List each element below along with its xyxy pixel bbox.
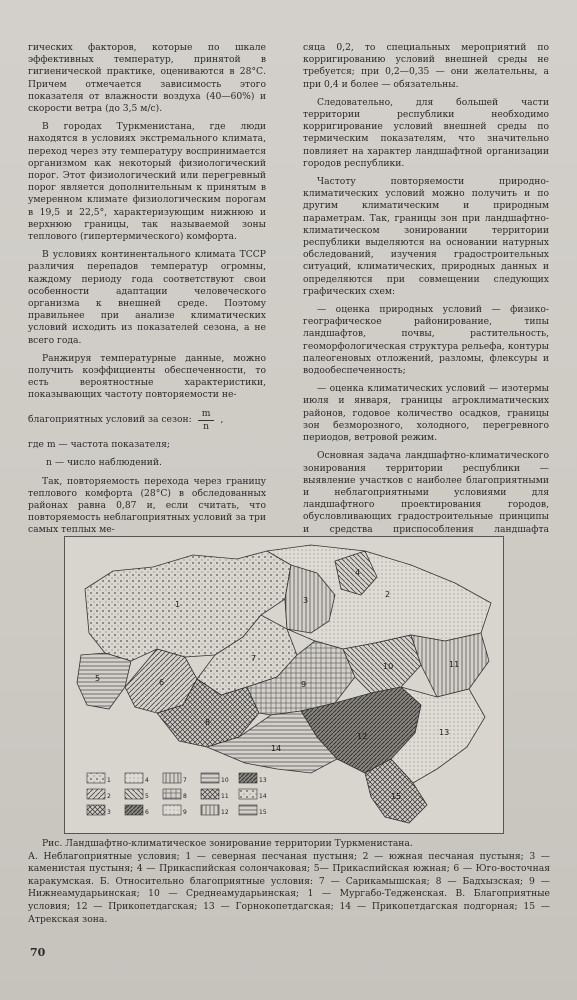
paragraph: В условиях континентального климата ТССР различия перепадов температур огромны, каждому периоду года соответствуют свои особенности адаптации человеческого организма к внешней среде. Поэтому правильнее при анализе климатических условий исходить из показателей сезона, а не всего года.	[28, 249, 266, 346]
legend-number: 5	[145, 793, 149, 800]
page-number: 70	[30, 946, 46, 959]
paragraph: В городах Туркменистана, где люди находятся в условиях экстремального климата, переход через эту температуру воспринимается организмом как некоторый физиологический порог. Этот физиологический или перегревный порог является дополнительным к принятым в умеренном климате физиологическим порогам в 19,5 и 22,5°, характеризующим нижнюю и верхнюю границы, так называемой зоны теплового (гипертермического) комфорта.	[28, 121, 266, 243]
legend-swatch	[201, 789, 219, 799]
legend-number: 8	[183, 793, 187, 800]
legend-swatch	[239, 789, 257, 799]
legend-number: 1	[107, 777, 111, 784]
left-text-column	[28, 42, 266, 543]
legend-number: 11	[221, 793, 229, 800]
formula-definition: n — число наблюдений.	[46, 457, 162, 469]
formula-tail: ,	[220, 414, 224, 426]
legend-swatch	[239, 773, 257, 783]
caption-title: Рис. Ландшафтно-климатическое зонирование территории Туркменистана.	[42, 838, 413, 849]
legend-swatch	[87, 773, 105, 783]
legend-swatch	[163, 773, 181, 783]
legend-number: 6	[145, 809, 149, 816]
legend-number: 10	[221, 777, 229, 784]
legend-swatch	[125, 805, 143, 815]
paragraph: Основная задача ландшафтно-климатического зонирования территории республики — выявление участков с наиболее благоприятными и неблагоприятными условиями для ландшафтного проектирования городов, обусловливающих градостроительные принципы и средства приспособления ландшафта	[303, 450, 549, 535]
zone-label: 6	[159, 678, 165, 687]
paragraph: сяца 0,2, то специальных мероприятий по корригированию условий внешней среды не требуется; при 0,2—0,35 — они желательны, а при 0,4 и более — обязательны.	[303, 42, 549, 90]
map-zone	[77, 653, 131, 709]
zone-label: 14	[271, 744, 282, 753]
zone-label: 12	[357, 732, 368, 741]
zoning-map	[65, 537, 503, 833]
caption-body: А. Неблагоприятные условия; 1 — северная песчаная пустыня; 2 — южная песчаная пустыня; 3 — каменистая пустыня; 4 — Прикаспийская солончаковая; 5— Прикаспийская южная; 6 — Юго-восточная каракумская. Б. Относительно благоприятные условия: 7 — Сарикамышская; 8 — Бадхызская; 9 — Нижнеамударьинская; 10 — Среднеамударьинская; 1 — Мургабо-Тедженская. В. Благоприятные условия; 12 — Прикопетдагская; 13 — Горнокопетдагская; 14 — Прикопетдагская подгорная; 15 — Атрекская зона.	[28, 850, 550, 925]
legend-number: 13	[259, 777, 267, 784]
paragraph: Следовательно, для большей части территории республики необходимо корригирование условий внешней среды по термическим показателям, что значительно повлияет на характер ландшафтной организации городов республики.	[303, 96, 549, 169]
legend-number: 4	[145, 777, 149, 784]
right-text-column	[303, 42, 549, 554]
paragraph: Частоту повторяемости природно-климатических условий можно получить и по другим климатическим и природным параметрам. Так, границы зон при ландшафтно-климатическом зонировании территории республики выделяются на основании натурных обследований, изучения градостроительных ситуаций, климатических, природных данных и определяются при совмещении следующих графических схем:	[303, 176, 549, 297]
legend-swatch	[87, 805, 105, 815]
zone-label: 2	[385, 590, 391, 599]
zone-label: 7	[251, 654, 257, 663]
legend-number: 12	[221, 809, 229, 816]
formula-fraction	[198, 408, 215, 433]
zone-label: 3	[303, 596, 309, 605]
legend-number: 7	[183, 777, 187, 784]
zone-label: 1	[175, 600, 181, 609]
formula-numerator: m	[198, 408, 215, 421]
figure-caption	[28, 838, 550, 926]
paragraph: гических факторов, которые по шкале эффективных температур, принятой в гигиенической практике, оцениваются в 28°С. Причем отмечается зависимость этого показателя от влажности воздуха (40—60%) и скорости ветра (до 3,5 м/с).	[28, 42, 266, 115]
zone-label: 13	[439, 728, 450, 737]
legend-swatch	[163, 789, 181, 799]
legend-number: 15	[259, 809, 267, 816]
paragraph: — оценка климатических условий — изотермы июля и января, границы агроклиматических районов, годовое количество осадков, границы зон безморозного, холодного, перегревного периодов, ветровой режим.	[303, 383, 549, 444]
legend-swatch	[87, 789, 105, 799]
zone-label: 10	[383, 662, 394, 671]
paragraph: — оценка природных условий — физико-географическое районирование, типы ландшафтов, почвы, растительность, геоморфологическая структура рельефа, контуры палеогеновых отложений, разломы, флексуры и водообеспеченность;	[303, 304, 549, 377]
frequency-formula	[28, 408, 266, 433]
paragraph: Так, повторяемость перехода через границу теплового комфорта (28°С) в обследованных районах равна 0,87 и, если считать, что повторяемость неблагоприятных условий за три самых теплых ме-	[28, 475, 266, 536]
legend-swatch	[201, 805, 219, 815]
formula-denominator: n	[203, 420, 210, 432]
legend-number: 9	[183, 809, 187, 816]
zone-label: 9	[301, 680, 307, 689]
zone-label: 5	[95, 674, 101, 683]
legend-number: 3	[107, 809, 111, 816]
formula-definition: где m — частота показателя;	[28, 439, 170, 451]
legend-swatch	[125, 773, 143, 783]
legend-number: 2	[107, 793, 111, 800]
paragraph: Ранжируя температурные данные, можно получить коэффициенты обеспеченности, то есть вероятностные характеристики, показывающих частоту повторяемости не-	[28, 352, 266, 401]
formula-text: благоприятных условий за сезон:	[28, 414, 192, 426]
legend-swatch	[163, 805, 181, 815]
map-legend	[87, 773, 267, 816]
legend-swatch	[239, 805, 257, 815]
legend-number: 14	[259, 793, 267, 800]
zone-label: 15	[391, 792, 402, 801]
zoning-map-figure	[64, 536, 504, 834]
legend-swatch	[125, 789, 143, 799]
zone-label: 8	[205, 718, 211, 727]
zone-label: 11	[449, 660, 460, 669]
legend-swatch	[201, 773, 219, 783]
zone-label: 4	[355, 568, 361, 577]
